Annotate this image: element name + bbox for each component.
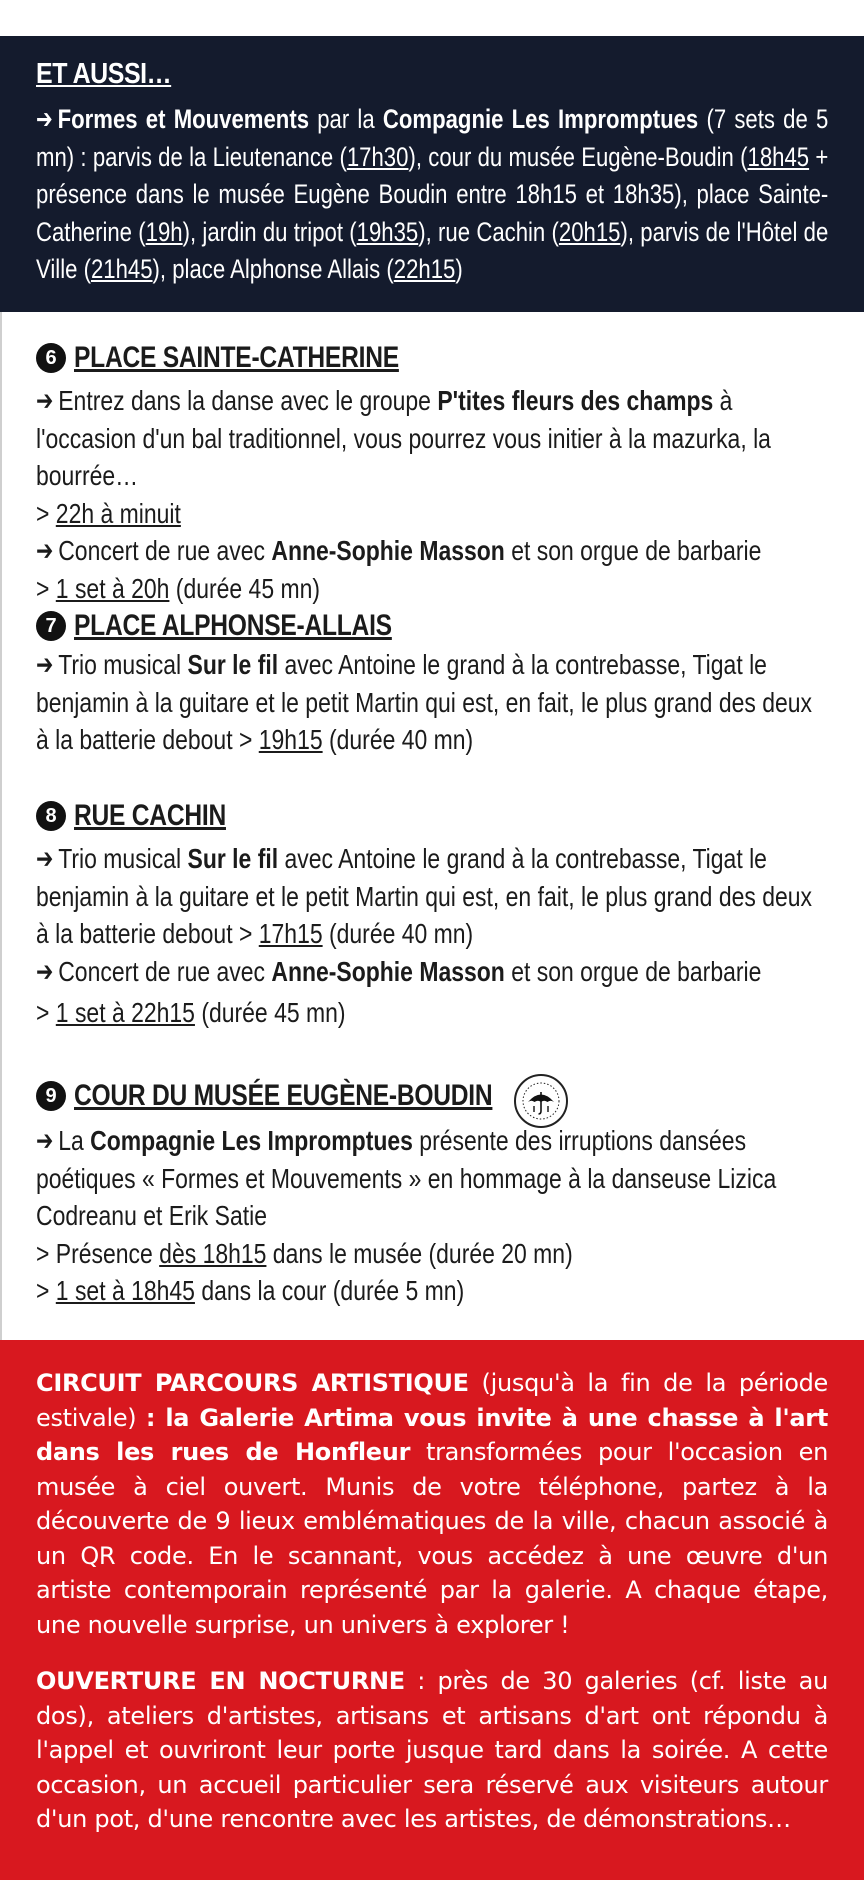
number-badge: 6 (36, 343, 66, 373)
time-link: 21h45 (90, 254, 153, 284)
section-title: COUR DU MUSÉE EUGÈNE-BOUDIN (74, 1079, 493, 1112)
et-aussi-title: ET AUSSI… (36, 58, 172, 90)
arrow-icon: ➔ (36, 649, 54, 680)
section-text: ➔ Concert de rue avec Anne-Sophie Masson et son orgue de barbarie (36, 535, 762, 566)
arrow-icon: ➔ (36, 1125, 54, 1156)
schedule-line: > Présence dès 18h15 dans le musée (durée 20 mn) (36, 1237, 573, 1269)
section-cour-musee-eugene-boudin (36, 1076, 830, 1310)
time-link: 20h15 (558, 216, 621, 247)
number-badge: 8 (36, 801, 66, 831)
top-margin (0, 0, 864, 36)
section-text: ➔ Concert de rue avec Anne-Sophie Masson et son orgue de barbarie (36, 955, 762, 987)
section-heading (36, 338, 830, 378)
umbrella-icon (514, 1074, 568, 1128)
arrow-icon: ➔ (36, 843, 54, 874)
time-link: 17h30 (346, 141, 409, 172)
section-place-sainte-catherine (36, 338, 830, 607)
section-title: RUE CACHIN (74, 799, 226, 832)
schedule-line: > 1 set à 22h15 (durée 45 mn) (36, 997, 346, 1028)
left-margin-line (0, 312, 2, 1340)
et-aussi-band (0, 36, 864, 312)
arrow-icon: ➔ (36, 385, 54, 416)
section-rue-cachin (36, 796, 830, 1032)
time-link: 19h35 (356, 216, 419, 247)
time-link: 19h (145, 216, 183, 247)
schedule-line: > 22h à minuit (36, 497, 181, 529)
number-badge: 9 (36, 1081, 66, 1111)
circuit-heading: CIRCUIT PARCOURS ARTISTIQUE (36, 1369, 469, 1397)
section-text: ➔ La Compagnie Les Impromptues présente des irruptions dansées poétiques « Formes et Mouvements » en hommage à la danseuse Lizica Codreanu et Erik Satie (36, 1125, 777, 1231)
section-place-alphonse-allais (36, 606, 830, 759)
number-badge: 7 (36, 611, 66, 641)
circuit-parcours-text: CIRCUIT PARCOURS ARTISTIQUE (jusqu'à la fin de la période estivale) : la Galerie Artima vous invite à une chasse à l'art dans les rues de Honfleur transformées pour l'occasion en musée à ciel ouvert. Munis de votre téléphone, partez à la découverte de 9 lieux emblématiques de la ville, chacun associé à un QR code. En le scannant, vous accédez à une œuvre d'un artiste contemporain représenté par la galerie. A chaque étape, une nouvelle surprise, un univers à explorer ! (36, 1369, 828, 1639)
red-info-band (0, 1340, 864, 1880)
section-heading (36, 1076, 830, 1116)
time-link: 18h45 (747, 141, 810, 172)
time-link: 22h15 (393, 254, 456, 284)
arrow-icon: ➔ (36, 104, 53, 134)
section-heading (36, 606, 830, 646)
section-heading (36, 796, 830, 836)
nocturne-heading: OUVERTURE EN NOCTURNE (36, 1667, 405, 1695)
arrow-icon: ➔ (36, 955, 54, 987)
schedule-line: > 1 set à 20h (durée 45 mn) (36, 572, 321, 604)
section-title: PLACE ALPHONSE-ALLAIS (74, 609, 392, 642)
section-title: PLACE SAINTE-CATHERINE (74, 341, 399, 374)
ouverture-nocturne-text: OUVERTURE EN NOCTURNE : près de 30 galeries (cf. liste au dos), ateliers d'artistes, artisans et artisans d'art ont répondu à l'appel et ouvriront leur porte jusque tard dans la soirée. A cette occasion, un accueil particulier sera réservé aux visiteurs autour d'un pot, d'une rencontre avec les artistes, de démonstrations… (36, 1667, 828, 1833)
arrow-icon: ➔ (36, 535, 54, 566)
section-text: ➔ Entrez dans la danse avec le groupe P'tites fleurs des champs à l'occasion d'un bal traditionnel, vous pourrez vous initier à la mazurka, la bourrée… (36, 385, 771, 491)
section-text: ➔ Trio musical Sur le fil avec Antoine le grand à la contrebasse, Tigat le benjamin à la guitare et le petit Martin qui est, en fait, le plus grand des deux à la batterie debout > 17h15 (durée 40 mn) (36, 843, 813, 949)
schedule-line: > 1 set à 18h45 dans la cour (durée 5 mn) (36, 1275, 465, 1306)
section-text: ➔ Trio musical Sur le fil avec Antoine le grand à la contrebasse, Tigat le benjamin à la guitare et le petit Martin qui est, en fait, le plus grand des deux à la batterie debout > 19h15 (durée 40 mn) (36, 649, 813, 755)
et-aussi-text: ➔ Formes et Mouvements par la Compagnie Les Impromptues (7 sets de 5 mn) : parvis de la Lieutenance (17h30), cour du musée Eugène-Boudin (18h45 + présence dans le musée Eugène Boudin entre 18h15 et 18h35), place Sainte-Catherine (19h), jardin du tripot (19h35), rue Cachin (20h15), parvis de l'Hôtel de Ville (21h45), place Alphonse Allais (22h15) (36, 104, 829, 284)
